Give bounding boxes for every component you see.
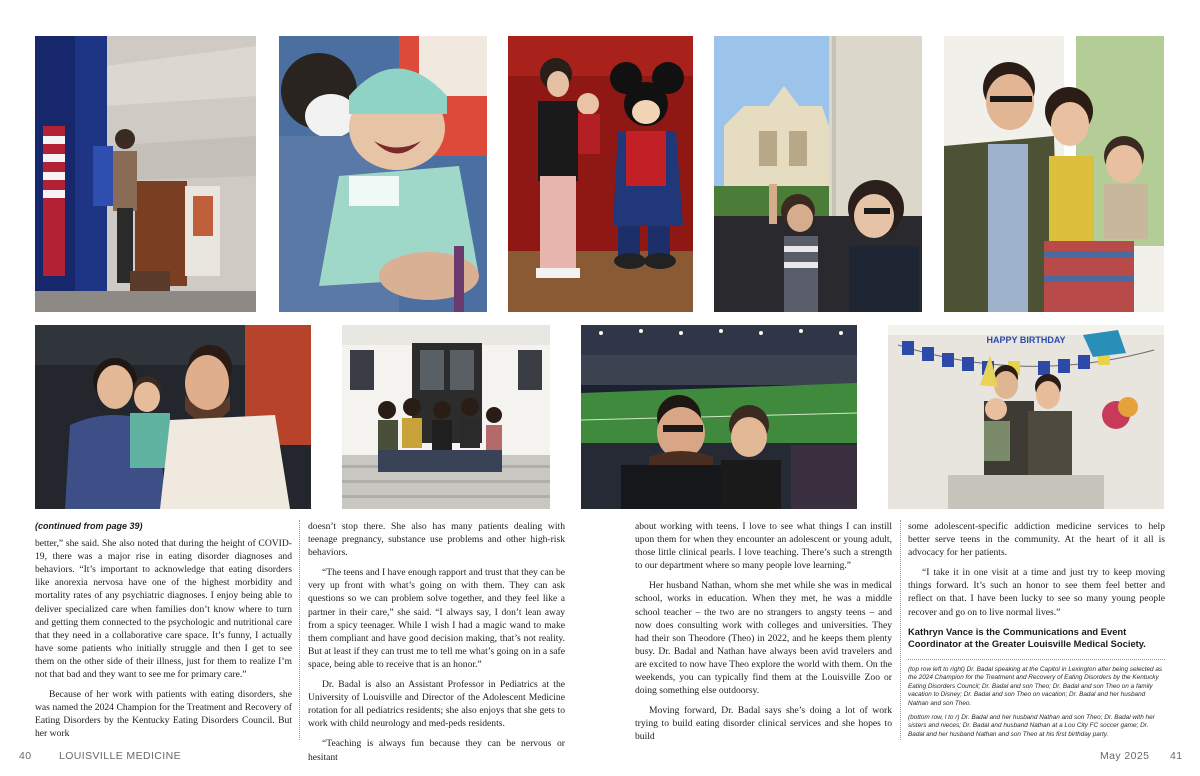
col1-paragraph-1: better,” she said. She also noted that during the height of COVID-19, there was a major rise in eating disorder diagnoses and behaviors. “It’s important to acknowledge that eating disorders like anorexia nervosa have one of the highest morbidity and mortality rates of any psychiatric diagnoses. I enjoy being able to deliver specialized care when families don’t know where to turn and getting them connected to the psychologic and nutritional care that they need in a collaborative care space. It’s funny, I actually have some patients who initially struggle and then I get to see them on the other side of their illness, just for them to realize I’m not that bad and they want to see me for primary care.” <box>35 538 292 681</box>
column-divider-2 <box>900 520 901 740</box>
photo-sisters-nieces-porch <box>342 325 550 509</box>
page-number-left: 40 <box>19 750 32 762</box>
text-column-2 <box>308 520 565 771</box>
caption-separator <box>908 659 1165 660</box>
col2-paragraph-4: “Teaching is always fun because they can be nervous or hesitant <box>308 738 565 763</box>
text-column-4 <box>908 520 1165 744</box>
page-number-right: 41 <box>1170 750 1183 762</box>
text-column-3 <box>635 520 892 751</box>
photo-vacation-arch <box>714 36 922 312</box>
col2-paragraph-1: doesn’t stop there. She also has many patients dealing with teenage pregnancy, substance use problems and other high-risk behaviors. <box>308 521 565 559</box>
col4-paragraph-1: some adolescent-specific addiction medicine services to help better serve teens in the community. At the heart of it all is advocacy for her patients. <box>908 521 1165 559</box>
col3-paragraph-2: Her husband Nathan, whom she met while she was in medical school, works in education. When they met, he was a middle school teacher – the two are no strangers to angsty teens – and now does consulting work with colleges and universities. They had their son Theodore (Theo) in 2022, and he keeps them plenty busy. Dr. Badal and Nathan have always been avid travelers and are excited to now have Theo explore the world with them. On the weekends, you can typically find them at the Louisville Zoo or doing something else outdoorsy. <box>635 580 892 697</box>
col3-paragraph-3: Moving forward, Dr. Badal says she’s doing a lot of work trying to build eating disorder clinical services and she hopes to build <box>635 705 892 743</box>
col2-paragraph-2: “The teens and I have enough rapport and trust that they can be very up front with what’s going on with them. They can ask questions so we can problem solve together, and they feel like a partner in their care,” she said. “I always say, I don’t lean away from a spicy teenager. While I wish I had a magic wand to make them compliant and have good decision making, that’s not reality. But at least if they can trust me to tell me what’s going on in a safe space, being able to receive that is an honor.” <box>308 567 565 670</box>
col2-paragraph-3: Dr. Badal is also an Assistant Professor in Pediatrics at the University of Louisville and Director of the Adolescent Medicine rotation for all pediatrics residents; she also enjoys that she gets to work with child neurology and med-peds residents. <box>308 679 565 730</box>
column-divider-1 <box>299 520 300 740</box>
photo-family-portrait <box>944 36 1164 312</box>
col4-paragraph-2: “I take it in one visit at a time and just try to keep moving things forward. It’s such an honor to see them feel better and reflect on that. I have been lucky to see so many young people recover and go on to live normal lives.” <box>908 567 1165 618</box>
photo-capitol-speech <box>35 36 256 312</box>
photo-couple-with-son <box>35 325 311 509</box>
author-bio: Kathryn Vance is the Communications and Event Coordinator at the Greater Louisville Medical Society. <box>908 625 1146 650</box>
col1-paragraph-2: Because of her work with patients with eating disorders, she was named the 2024 Champion for the Treatment and Recovery of Eating Disorders by the Kentucky Eating Disorders Council. But her work <box>35 689 292 740</box>
caption-top-row: (top row left to right) Dr. Badal speaking at the Capitol in Lexington after being selected as the 2024 Champion for the Treatment and Recovery of Eating Disorders by the Kentucky Eating Disorders Council; Dr. Badal and son Theo; Dr. Badal and son Theo on a family vacation to Disney; Dr. Badal and son Theo on vacation; Dr. Badal and her husband Nathan and son Theo. <box>908 665 1163 708</box>
issue-date: May 2025 <box>1100 750 1150 762</box>
photo-disney-mickey <box>508 36 693 312</box>
photo-soccer-game <box>581 325 857 509</box>
photo-first-birthday <box>888 325 1164 509</box>
col3-paragraph-1: about working with teens. I love to see what things I can instill upon them for when they encounter an adolescent or young adult, those little clinical pearls. I love teaching. There’s such a strength to our department where so many people love learning.” <box>635 521 892 572</box>
birthday-banner-text: HAPPY BIRTHDAY <box>986 335 1066 345</box>
continued-from-label: (continued from page 39) <box>35 521 143 531</box>
text-column-1 <box>35 520 292 748</box>
photo-mother-baby-scrubs <box>279 36 487 312</box>
publication-name: LOUISVILLE MEDICINE <box>59 750 181 762</box>
caption-bottom-row: (bottom row, l to r) Dr. Badal and her husband Nathan and son Theo; Dr. Badal with her sisters and nieces; Dr. Badal and husband Nathan at a Lou City FC soccer game; Dr. Badal and her husband Nathan and son Theo at his first birthday party. <box>908 713 1155 738</box>
